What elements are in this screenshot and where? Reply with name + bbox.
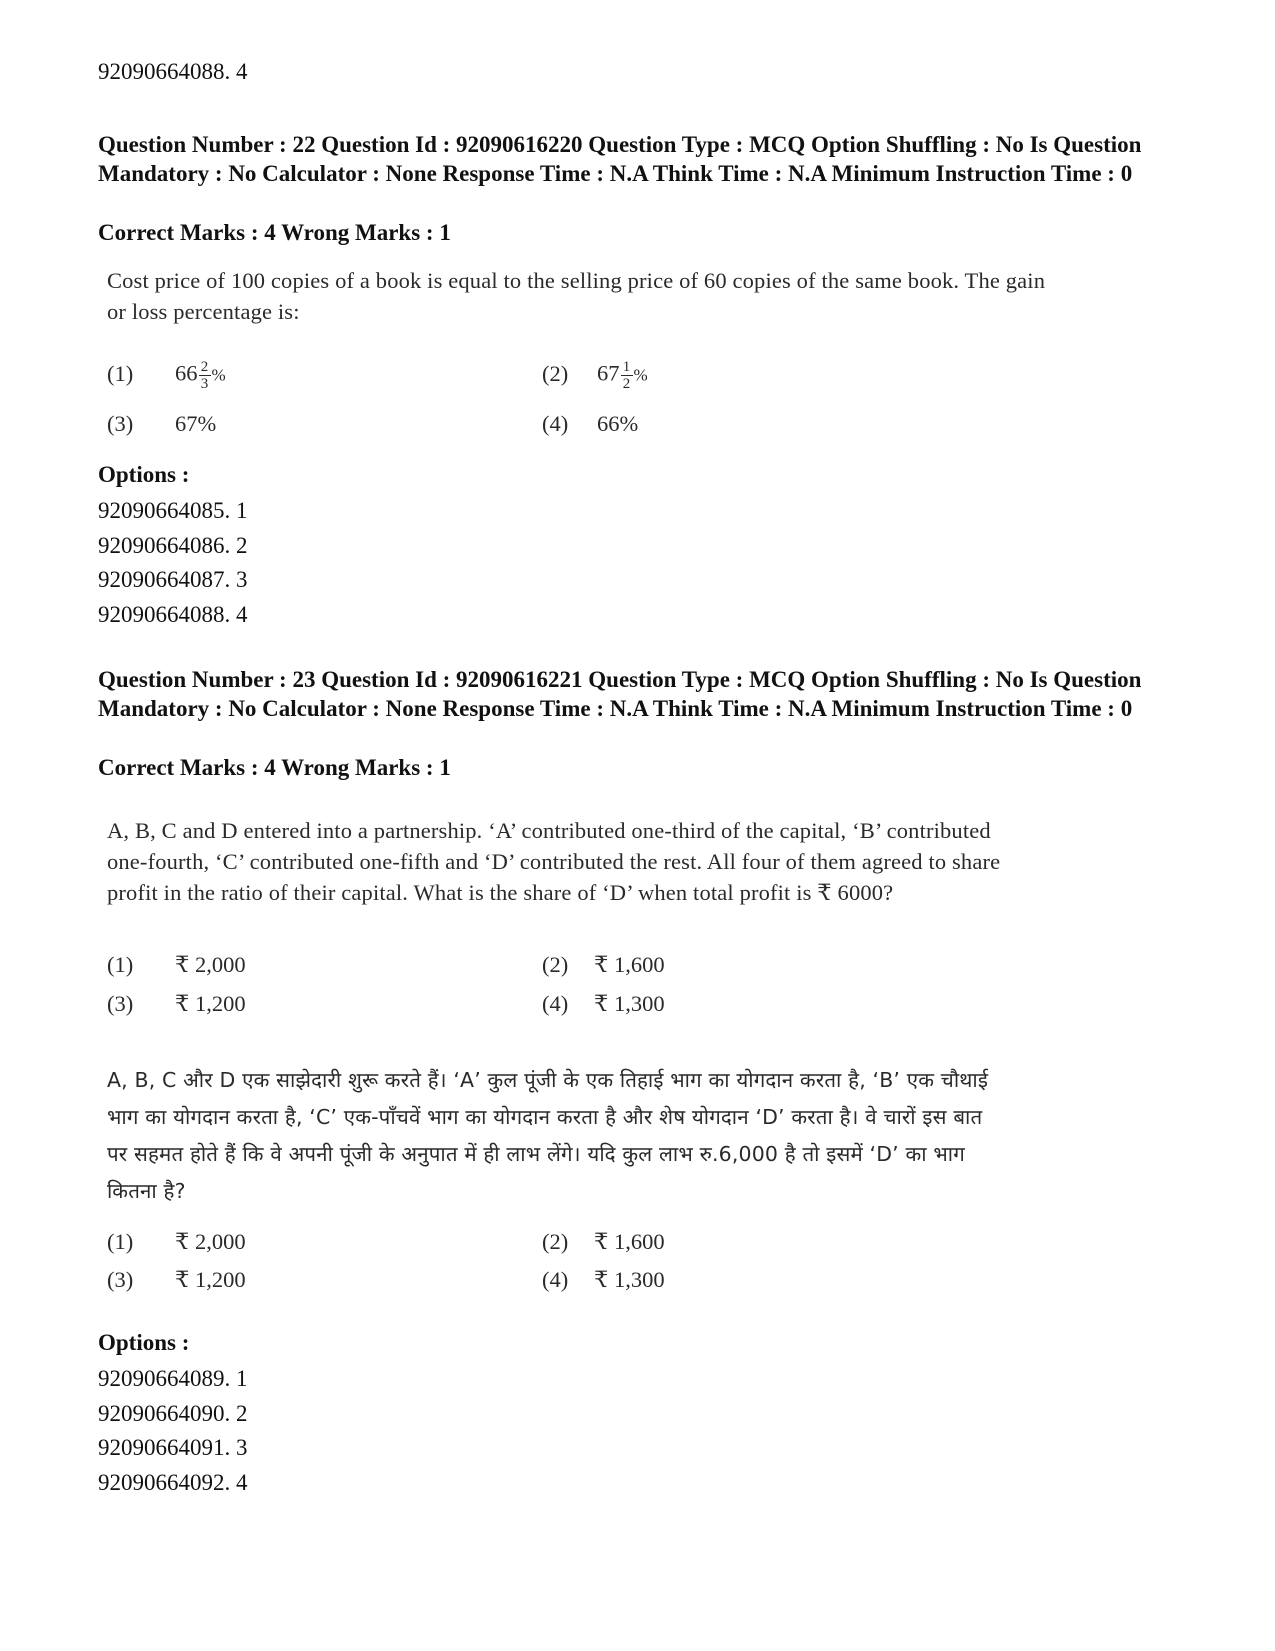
q22-choice-1 [107, 359, 226, 392]
q22-choice-4 [542, 411, 638, 437]
previous-option-line: 92090664088. 4 [98, 59, 248, 84]
q23-choices-hindi [107, 1229, 807, 1309]
choice-value: ₹ 2,000 [175, 952, 246, 977]
choice-value: ₹ 2,000 [175, 1229, 246, 1254]
choice-number: (2) [542, 360, 569, 386]
choice-value: ₹ 1,300 [594, 1267, 665, 1292]
option-id: 92090664092. 4 [98, 1469, 248, 1495]
choice-value: ₹ 1,300 [594, 991, 665, 1016]
q23-hi-choice-2 [542, 1229, 665, 1255]
q22-choices [107, 345, 807, 455]
q23-choices-english [107, 952, 807, 1032]
choice-value: ₹ 1,600 [594, 952, 665, 977]
choice-value: ₹ 1,200 [175, 991, 246, 1016]
choice-value: 67% [175, 411, 217, 436]
q22-options-list [98, 494, 248, 632]
choice-whole: 66 [175, 360, 198, 386]
q23-marks: Correct Marks : 4 Wrong Marks : 1 [98, 755, 451, 780]
choice-suffix: % [633, 365, 648, 385]
q22-choice-3 [107, 411, 216, 437]
choice-value: ₹ 1,200 [175, 1267, 246, 1292]
choice-number: (4) [542, 411, 569, 436]
fraction-denominator: 2 [622, 376, 631, 392]
q23-hi-choice-3 [107, 1267, 246, 1293]
choice-number: (3) [107, 991, 134, 1016]
q23-header: Question Number : 23 Question Id : 92090616221 Question Type : MCQ Option Shuffling : No Is Question Mandatory : No Calculator : None Response Time : N.A Think Time : N.A Minimum Instruction Time : 0 [98, 667, 1142, 721]
fraction-denominator: 3 [200, 376, 209, 392]
q22-options-label: Options : [98, 462, 190, 487]
fraction [199, 359, 211, 392]
q23-en-choice-4 [542, 991, 665, 1017]
q23-options-list [98, 1362, 248, 1500]
choice-whole: 67 [597, 360, 620, 386]
option-id: 92090664087. 3 [98, 567, 248, 592]
choice-number: (1) [107, 1229, 134, 1254]
q23-hi-choice-4 [542, 1267, 665, 1293]
q23-en-choice-2 [542, 952, 665, 978]
q23-question-text-hindi: A, B, C और D एक साझेदारी शुरू करते हैं। ‘A’ कुल पूंजी के एक तिहाई भाग का योगदान करता है, ‘B’ एक चौथाई भाग का योगदान करता है, ‘C’ एक-पाँचवें भाग का योगदान करता है और शेष योगदान ‘D’ करता है। वे चारों इस बात पर सहमत होते हैं कि वे अपनी पूंजी के अनुपात में ही लाभ लेंगे। यदि कुल लाभ रु.6,000 है तो इसमें ‘D’ का भाग कितना है? [107, 1068, 989, 1203]
choice-number: (1) [107, 952, 134, 977]
q23-question-text-english: A, B, C and D entered into a partnership. ‘A’ contributed one-third of the capital, ‘B’ contributed one-fourth, ‘C’ contributed one-fifth and ‘D’ contributed the rest. All four of them agreed to share profit in the ratio of their capital. What is the share of ‘D’ when total profit is ₹ 6000? [107, 818, 1001, 905]
fraction-numerator: 1 [622, 359, 631, 375]
q22-question-text: Cost price of 100 copies of a book is equal to the selling price of 60 copies of the same book. The gain or loss percentage is: [107, 268, 1046, 324]
q22-marks: Correct Marks : 4 Wrong Marks : 1 [98, 220, 451, 245]
choice-number: (2) [542, 952, 569, 977]
choice-number: (4) [542, 1267, 569, 1292]
option-id: 92090664091. 3 [98, 1435, 248, 1460]
option-id: 92090664088. 4 [98, 601, 248, 627]
choice-number: (4) [542, 991, 569, 1016]
q22-header: Question Number : 22 Question Id : 92090616220 Question Type : MCQ Option Shuffling : No Is Question Mandatory : No Calculator : None Response Time : N.A Think Time : N.A Minimum Instruction Time : 0 [98, 132, 1142, 186]
choice-number: (3) [107, 1267, 134, 1292]
fraction-numerator: 2 [200, 359, 209, 375]
choice-number: (1) [107, 360, 134, 386]
q23-en-choice-1 [107, 952, 246, 978]
fraction [621, 359, 633, 392]
choice-number: (2) [542, 1229, 569, 1254]
choice-number: (3) [107, 411, 134, 436]
q23-options-label: Options : [98, 1330, 190, 1355]
q23-hi-choice-1 [107, 1229, 246, 1255]
choice-suffix: % [211, 365, 226, 385]
choice-value: 66% [597, 411, 639, 436]
q22-choice-2 [542, 359, 648, 392]
choice-value: ₹ 1,600 [594, 1229, 665, 1254]
option-id: 92090664086. 2 [98, 532, 248, 558]
option-id: 92090664089. 1 [98, 1366, 248, 1391]
option-id: 92090664085. 1 [98, 498, 248, 523]
option-id: 92090664090. 2 [98, 1400, 248, 1426]
q23-en-choice-3 [107, 991, 246, 1017]
